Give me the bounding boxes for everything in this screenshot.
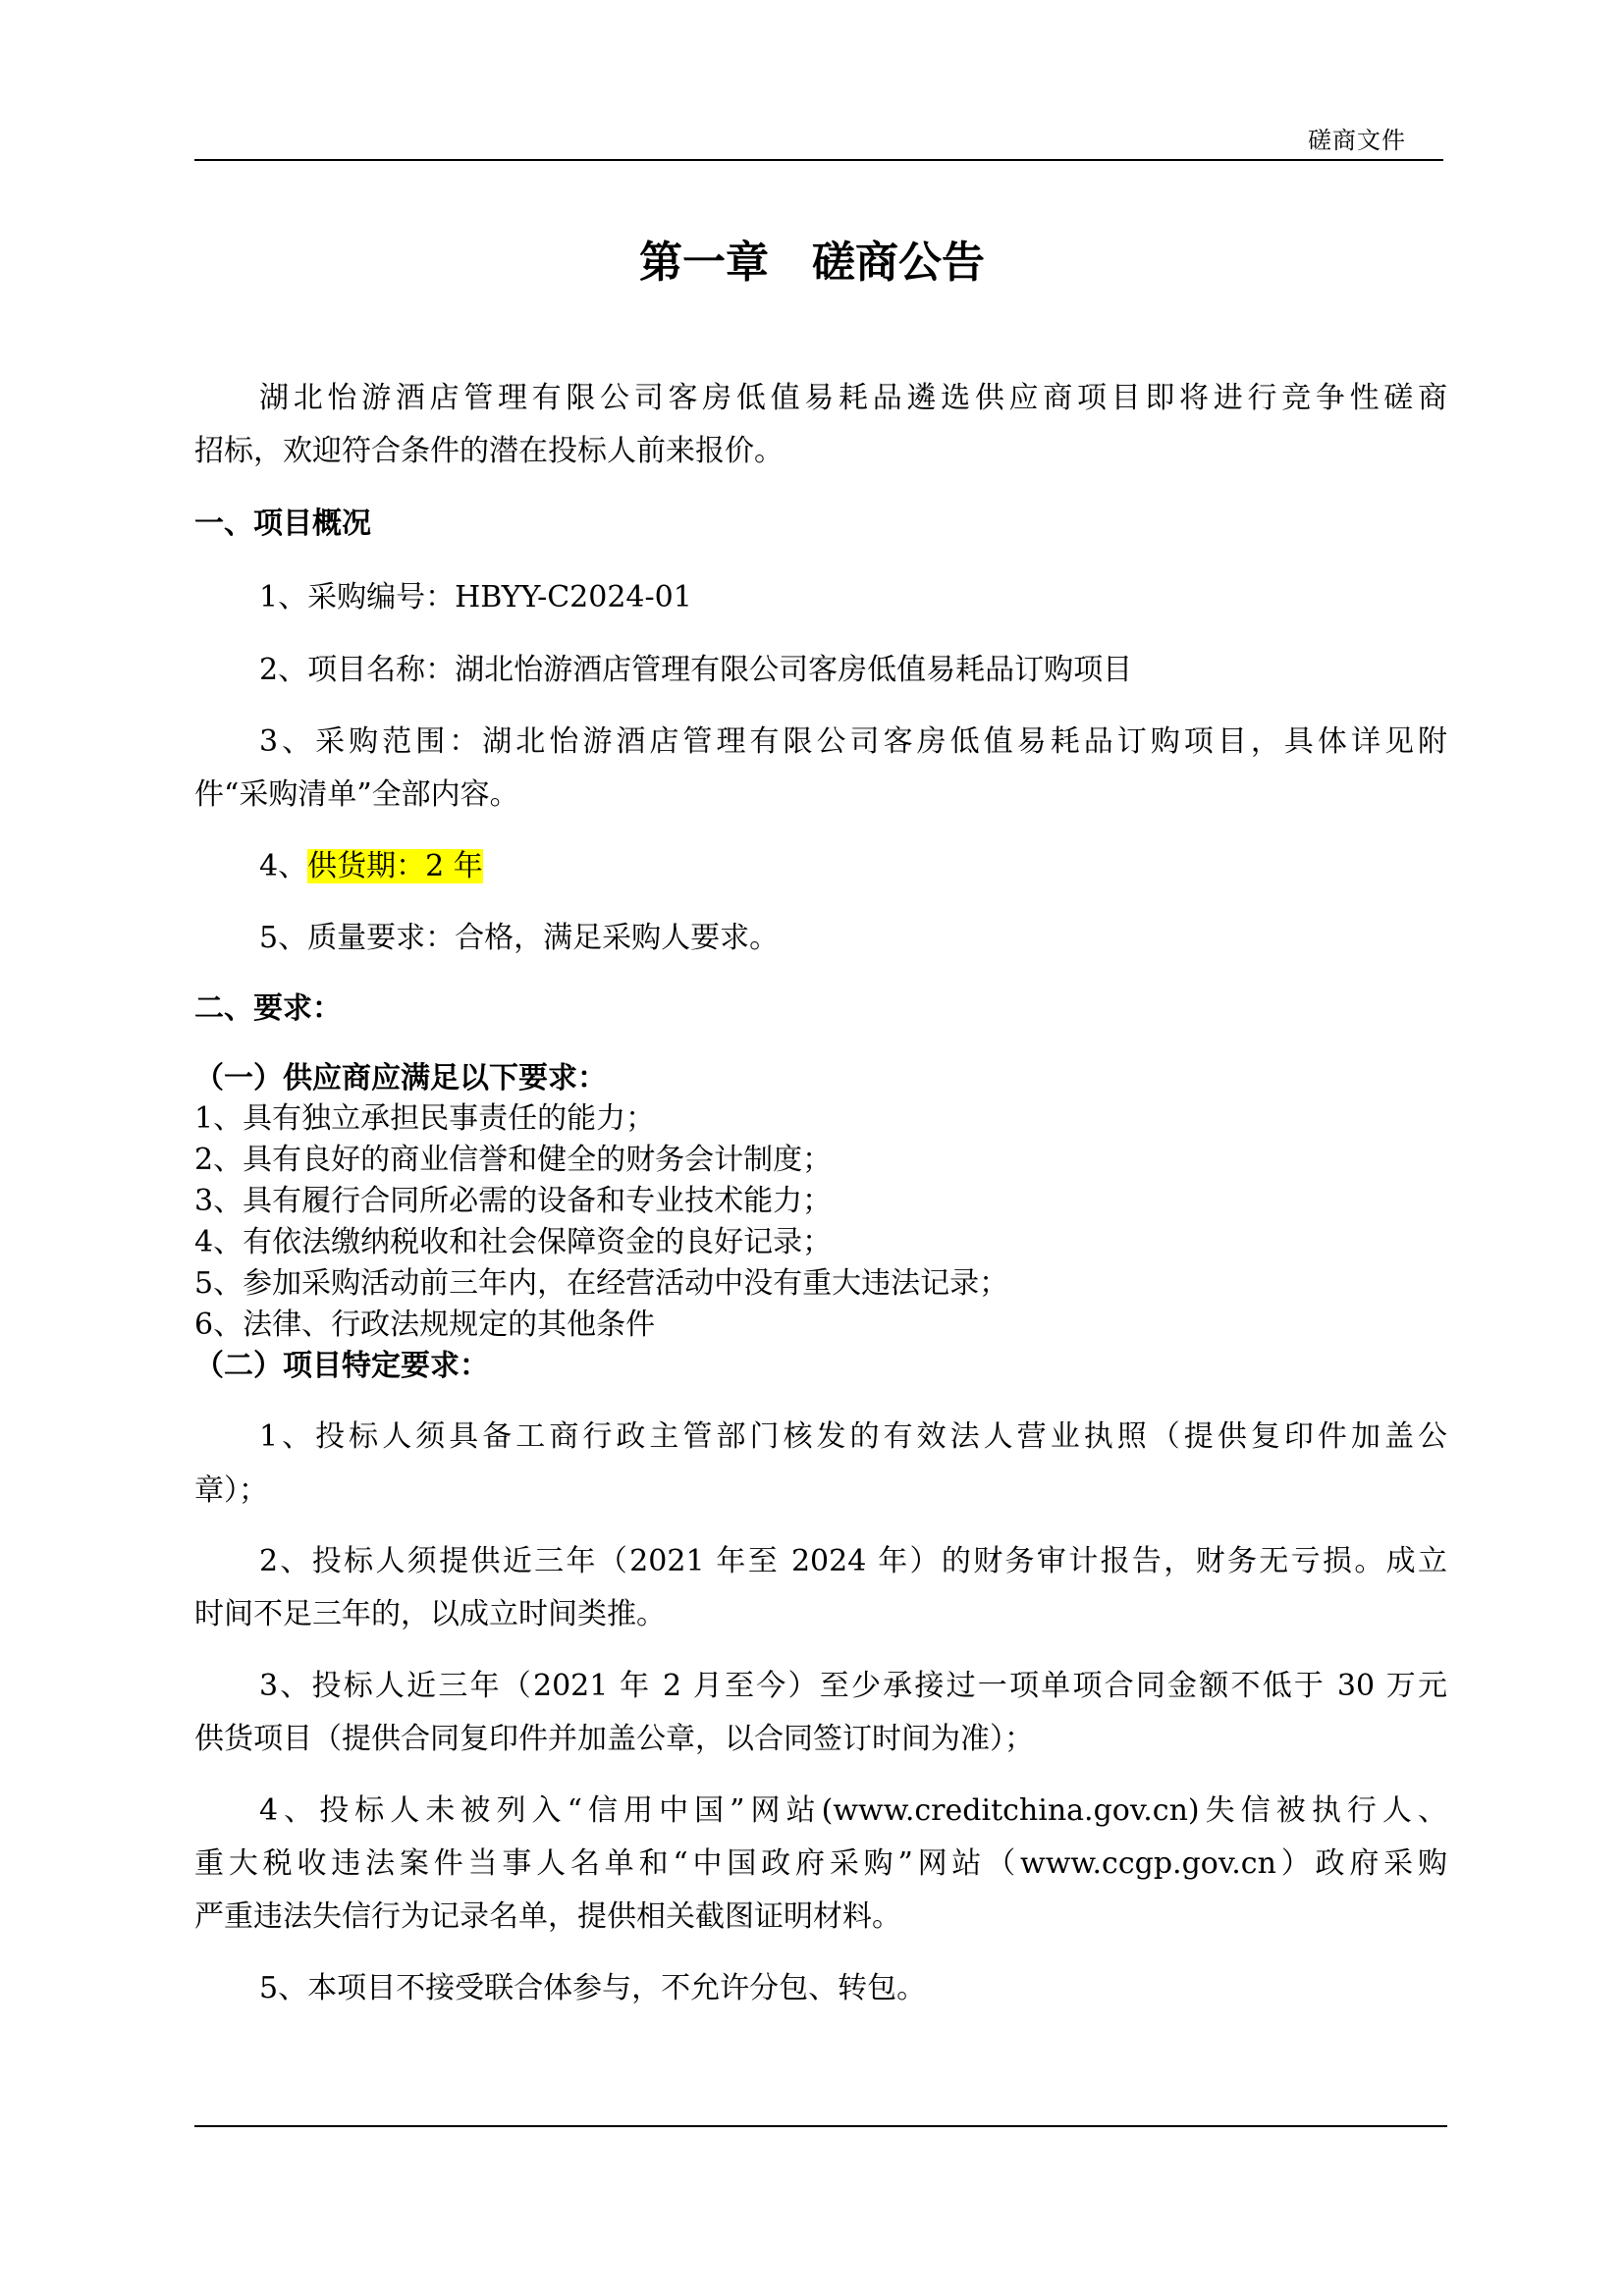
specific-req-4-line-3: 严重违法失信行为记录名单，提供相关截图证明材料。 — [194, 1899, 901, 1934]
specific-req-4-line-1: 4、投标人未被列入“信用中国”网站(www.creditchina.gov.cn)失信被执行人、 — [259, 1793, 1447, 1828]
specific-req-2-line-1: 2、投标人须提供近三年（2021 年至 2024 年）的财务审计报告，财务无亏损。成立 — [259, 1544, 1447, 1578]
subsection-1-heading: （一）供应商应满足以下要求： — [194, 1061, 607, 1095]
section-1-heading: 一、项目概况 — [194, 507, 371, 541]
section-2-heading: 二、要求： — [194, 991, 342, 1026]
specific-req-1-line-1: 1、投标人须具备工商行政主管部门核发的有效法人营业执照（提供复印件加盖公 — [259, 1419, 1447, 1454]
specific-req-3-line-1: 3、投标人近三年（2021 年 2 月至今）至少承接过一项单项合同金额不低于 30 万元 — [259, 1669, 1447, 1703]
subsection-2-heading: （二）项目特定要求： — [194, 1349, 489, 1383]
intro-line-2: 招标，欢迎符合条件的潜在投标人前来报价。 — [194, 434, 784, 468]
intro-line-1: 湖北怡游酒店管理有限公司客房低值易耗品遴选供应商项目即将进行竞争性磋商 — [259, 381, 1447, 415]
supplier-req-1: 1、具有独立承担民事责任的能力； — [194, 1101, 656, 1136]
specific-req-4-line-2: 重大税收违法案件当事人名单和“中国政府采购”网站（www.ccgp.gov.cn）政府采购 — [194, 1846, 1447, 1881]
specific-req-3-line-2: 供货项目（提供合同复印件并加盖公章，以合同签订时间为准）； — [194, 1722, 1034, 1756]
running-header: 磋商文件 — [1308, 127, 1406, 154]
overview-item-scope-line-1: 3、采购范围：湖北怡游酒店管理有限公司客房低值易耗品订购项目，具体详见附 — [259, 724, 1447, 759]
supplier-req-3: 3、具有履行合同所必需的设备和专业技术能力； — [194, 1184, 833, 1218]
supplier-req-4: 4、有依法缴纳税收和社会保障资金的良好记录； — [194, 1225, 833, 1259]
footer-divider — [194, 2125, 1447, 2127]
supplier-req-6: 6、法律、行政法规规定的其他条件 — [194, 1308, 656, 1342]
overview-item-scope-line-2: 件“采购清单”全部内容。 — [194, 777, 519, 812]
supplier-req-5: 5、参加采购活动前三年内，在经营活动中没有重大违法记录； — [194, 1266, 1009, 1301]
supplier-req-2: 2、具有良好的商业信誉和健全的财务会计制度； — [194, 1143, 833, 1177]
overview-item-number: 1、采购编号：HBYY-C2024-01 — [259, 580, 692, 614]
header-divider — [194, 159, 1443, 161]
overview-item-name: 2、项目名称：湖北怡游酒店管理有限公司客房低值易耗品订购项目 — [259, 653, 1133, 687]
delivery-prefix: 4、 — [259, 849, 308, 883]
specific-req-5: 5、本项目不接受联合体参与，不允许分包、转包。 — [259, 1971, 927, 2005]
page-title: 第一章 磋商公告 — [639, 238, 985, 288]
delivery-period-highlight: 供货期：2 年 — [307, 849, 483, 883]
specific-req-1-line-2: 章）； — [194, 1473, 268, 1508]
specific-req-2-line-2: 时间不足三年的，以成立时间类推。 — [194, 1597, 666, 1631]
overview-item-quality: 5、质量要求：合格，满足采购人要求。 — [259, 921, 780, 955]
overview-item-delivery — [259, 847, 1447, 886]
